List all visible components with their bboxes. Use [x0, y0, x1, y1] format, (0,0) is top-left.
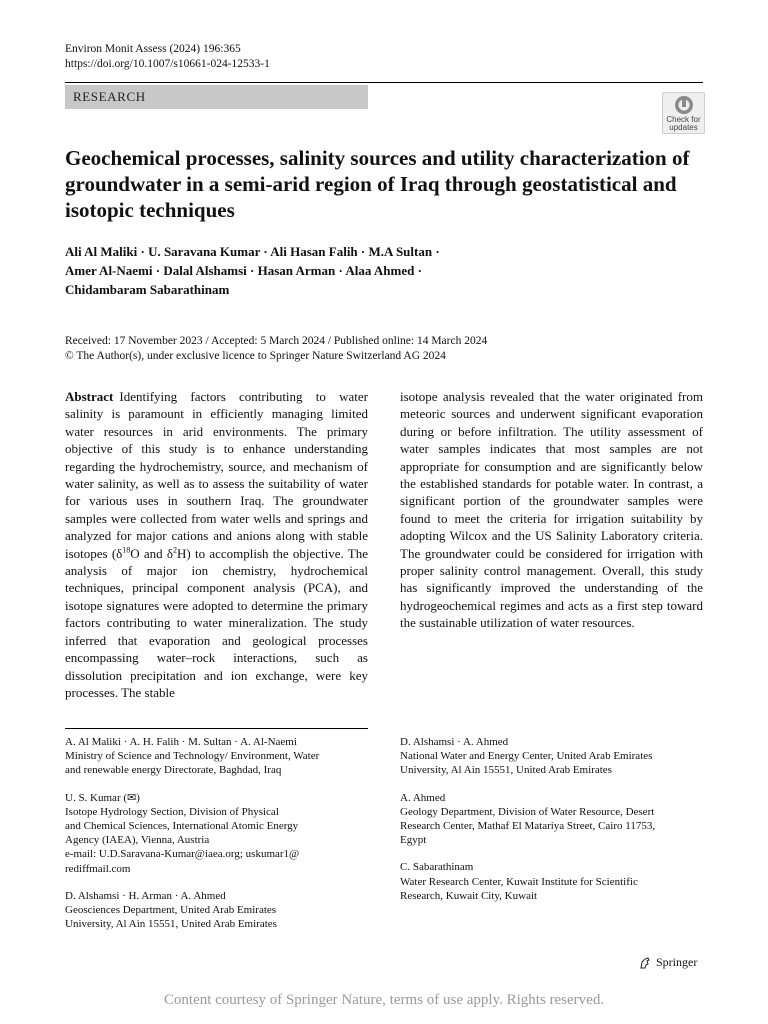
affiliation-line: University, Al Ain 15551, United Arab Emirates: [65, 918, 277, 931]
author-line: Chidambaram Sabarathinam: [65, 282, 230, 297]
affiliation-line: Research, Kuwait City, Kuwait: [400, 889, 538, 902]
email-line[interactable]: rediffmail.com: [65, 862, 131, 875]
affiliation-names: U. S. Kumar (✉): [65, 791, 140, 804]
author-line: Amer Al-Naemi · Dalal Alshamsi · Hasan Arman · Alaa Ahmed ·: [65, 263, 422, 278]
springer-horse-icon: [638, 956, 652, 970]
affiliations-left: [65, 735, 365, 944]
affiliation-block: [65, 791, 365, 876]
header-rule: [65, 82, 703, 83]
abstract-text: Identifying factors contributing to water salinity is paramount in efficiently managing limited water resources in arid environments. The primary objective of this study is to enhance understanding regarding the hydrochemistry, source, and mechanism of water salinity, as well as to assess the suitability of water for various uses in southern Iraq. The groundwater samples were collected from water wells and springs and analyzed for major cations and anions along with stable isotopes (δ: [65, 389, 368, 561]
affiliations-right: [400, 735, 700, 916]
check-updates-line2: updates: [669, 123, 698, 132]
author-line: Ali Al Maliki · U. Saravana Kumar · Ali Hasan Falih · M.A Sultan ·: [65, 244, 440, 259]
publisher-name: Springer: [656, 955, 698, 969]
article-title: Geochemical processes, salinity sources and utility characterization of groundwater in a semi-arid region of Iraq through geostatistical and isotopic techniques: [65, 146, 690, 222]
publisher-logo: [638, 955, 697, 970]
affiliation-line: Ministry of Science and Technology/ Environment, Water: [65, 750, 320, 763]
affiliation-block: [65, 735, 365, 778]
abstract-column-right: isotope analysis revealed that the water originated from meteoric sources and underwent significant evaporation during or before infiltration. The utility assessment of water samples indicates that most samples are not appropriate for consumption and are significantly below the established standards for potable water. In contrast, a significant portion of the groundwater samples were found to meet the criteria for irrigation suitability by adopting Wilcox and the US Salinity Laboratory criteria. The groundwater could be considered for irrigation with proper salinity control management. Overall, this study has significantly improved the understanding of the hydrogeochemical regimes and acts as a first step toward the sustainable utilization of water resources.: [400, 389, 703, 631]
abstract-column-left: [65, 388, 368, 701]
affiliation-line: Egypt: [400, 834, 427, 847]
affiliation-line: and renewable energy Directorate, Baghdad, Iraq: [65, 764, 282, 777]
isotope-superscript: 18: [122, 545, 131, 555]
affiliation-line: University, Al Ain 15551, United Arab Emirates: [400, 764, 612, 777]
copyright-line: © The Author(s), under exclusive licence to Springer Nature Switzerland AG 2024: [65, 350, 446, 362]
footer-notice: Content courtesy of Springer Nature, terms of use apply. Rights reserved.: [163, 992, 605, 1008]
affiliation-line: Geology Department, Division of Water Resource, Desert: [400, 805, 655, 818]
article-type-bar: [65, 85, 368, 109]
affiliation-block: [65, 889, 365, 932]
publication-dates: [65, 334, 705, 364]
affiliation-line: National Water and Energy Center, United Arab Emirates: [400, 750, 653, 763]
article-type-label: RESEARCH: [73, 89, 146, 104]
abstract-heading: Abstract: [65, 389, 114, 404]
affiliation-line: Geosciences Department, United Arab Emirates: [65, 904, 277, 917]
affiliation-block: [400, 860, 700, 903]
affiliation-block: [400, 735, 700, 778]
affiliation-line: Research Center, Mathaf El Matariya Street, Cairo 11753,: [400, 820, 656, 833]
check-for-updates-badge[interactable]: [662, 92, 705, 134]
affiliation-rule: [65, 728, 368, 729]
affiliation-names: A. Al Maliki · A. H. Falih · M. Sultan · A. Al-Naemi: [65, 736, 297, 748]
doi-link[interactable]: https://doi.org/10.1007/s10661-024-12533-1: [65, 58, 270, 70]
affiliation-block: [400, 791, 700, 848]
affiliation-names: D. Alshamsi · H. Arman · A. Ahmed: [65, 889, 226, 902]
affiliation-line: Isotope Hydrology Section, Division of Physical: [65, 805, 279, 818]
affiliation-line: Water Research Center, Kuwait Institute for Scientific: [400, 875, 638, 888]
abstract-text: O and δ: [130, 545, 174, 561]
journal-citation: Environ Monit Assess (2024) 196:365: [65, 43, 241, 55]
abstract-text: H) to accomplish the objective. The analysis of major ion chemistry, hydrochemical techniques, principal component analysis (PCA), and isotope signatures were adopted to determine the primary factors contributing to water mineralization. The study inferred that evaporation and geological processes encompassing water–rock interactions, such as dissolution precipitation and ion exchange, were key processes. The stable: [65, 545, 368, 700]
isotope-superscript: 2: [173, 545, 178, 555]
check-updates-icon: [674, 95, 694, 115]
check-updates-line1: Check for: [666, 115, 701, 124]
affiliation-names: D. Alshamsi · A. Ahmed: [400, 736, 509, 748]
affiliation-names: A. Ahmed: [400, 791, 446, 804]
author-list: [65, 242, 705, 299]
email-line[interactable]: e-mail: U.D.Saravana-Kumar@iaea.org; uskumar1@: [65, 848, 300, 861]
affiliation-line: and Chemical Sciences, International Atomic Energy: [65, 820, 299, 833]
history-dates: Received: 17 November 2023 / Accepted: 5 March 2024 / Published online: 14 March 2024: [65, 335, 488, 347]
affiliation-line: Agency (IAEA), Vienna, Austria: [65, 834, 210, 847]
affiliation-names: C. Sabarathinam: [400, 861, 474, 874]
